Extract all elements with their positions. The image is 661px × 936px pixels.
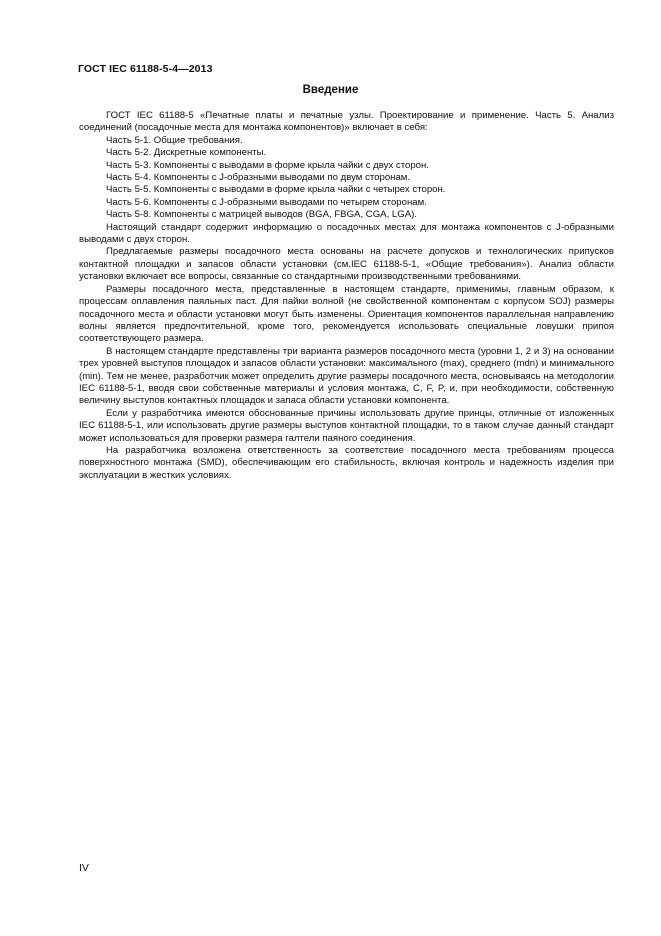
list-item: Часть 5-5. Компоненты с выводами в форме крыла чайки с четырех сторон. — [106, 184, 446, 196]
document-header: ГОСТ IEC 61188-5-4—2013 — [78, 63, 213, 75]
list-item: Часть 5-6. Компоненты с J-образными выводами по четырем сторонам. — [106, 196, 427, 208]
section-body — [79, 110, 614, 482]
paragraph: Предлагаемые размеры посадочного места основаны на расчете допусков и технологических припусков контактной площадки и запасов области установки (см.IEC 61188-5-1, «Общие требования»). Анализ области установки включает все вопросы, связанные со стандартными производственными требованиями. — [79, 246, 614, 283]
list-item: Часть 5-2. Дискретные компоненты. — [106, 147, 267, 159]
list-item: Часть 5-1. Общие требования. — [106, 134, 243, 146]
paragraph: Размеры посадочного места, представленные в настоящем стандарте, применимы, главным образом, к процессам оплавления паяльных паст. Для пайки волной (не свойственной компонентам с корпусом SOJ) размеры посадочного места и области установки могут быть изменены. Ориентация компонентов параллельная направлению волны является предпочтительной, кроме того, рекомендуется использовать специальные ловушки припоя соответствующего размера. — [79, 283, 614, 345]
section-title: Введение — [302, 84, 359, 96]
paragraph: ГОСТ IEC 61188-5 «Печатные платы и печатные узлы. Проектирование и применение. Часть 5. Анализ соединений (посадочные места для монтажа компонентов)» включает в себя: — [79, 110, 614, 134]
paragraph: В настоящем стандарте представлены три варианта размеров посадочного места (уровни 1, 2 и 3) на основании трех уровней выступов площадок и запасов области установки: максимального (max), среднего (mdn) и минимального (min). Тем не менее, разработчик может определить другие размеры посадочного места, основываясь на методологии IEC 61188-5-1, вводя свои собственные материалы и условия монтажа, C, F, P, и, при необходимости, собственную величину выступов контактных площадок и запаса области установки компонента. — [79, 345, 614, 407]
paragraph: Если у разработчика имеются обоснованные причины использовать другие принцы, отличные от изложенных IEC 61188-5-1, или использовать другие размеры выступов контактной площадки, то в таком случае данный стандарт может использоваться для проверки размера галтели паяного соединения. — [79, 407, 614, 444]
list-item: Часть 5-3. Компоненты с выводами в форме крыла чайки с двух сторон. — [106, 159, 429, 171]
list-item: Часть 5-4. Компоненты с J-образными выводами по двум сторонам. — [106, 172, 411, 184]
page-number: IV — [79, 862, 89, 874]
paragraph: На разработчика возложена ответственность за соответствие посадочного места требованиям процесса поверхностного монтажа (SMD), обеспечивающим его стабильность, включая контроль и надежность изделия при эксплуатации в жестких условиях. — [79, 444, 614, 481]
list-item: Часть 5-8. Компоненты с матрицей выводов (BGA, FBGA, CGA, LGA). — [106, 209, 417, 221]
paragraph: Настоящий стандарт содержит информацию о посадочных местах для монтажа компонентов с J-образными выводами с двух сторон. — [79, 221, 614, 246]
